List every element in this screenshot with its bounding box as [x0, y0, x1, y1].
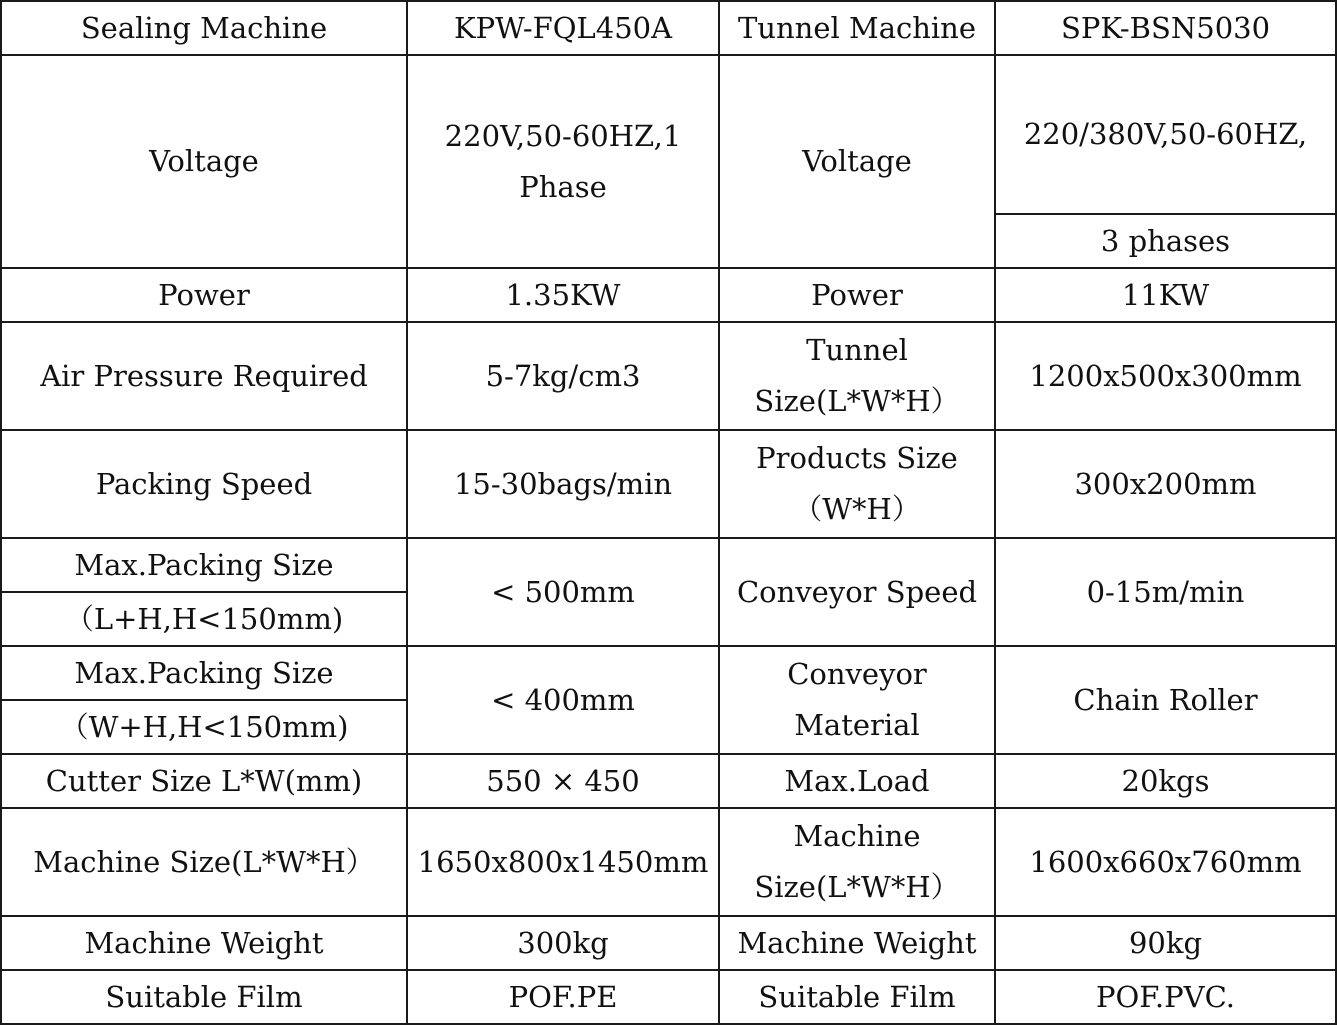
max-packing-size-lh-value: < 500mm [407, 538, 719, 646]
air-pressure-value: 5-7kg/cm3 [407, 322, 719, 430]
table-row [1, 538, 1336, 592]
table-row [1, 322, 1336, 430]
air-pressure-label: Air Pressure Required [1, 322, 407, 430]
sealing-voltage-value [407, 55, 719, 268]
tunnel-voltage-line-2: 3 phases [995, 214, 1336, 268]
table-row [1, 808, 1336, 916]
max-packing-size-wh-condition: （W+H,H<150mm) [1, 700, 407, 754]
max-packing-size-lh-condition: （L+H,H<150mm) [1, 592, 407, 646]
sealing-machine-size-label: Machine Size(L*W*H） [1, 808, 407, 916]
table-row [1, 268, 1336, 322]
products-size-label-line-2: （W*H） [793, 492, 921, 526]
packing-speed-label: Packing Speed [1, 430, 407, 538]
sealing-suitable-film-value: POF.PE [407, 970, 719, 1024]
tunnel-machine-model: SPK-BSN5030 [995, 1, 1336, 55]
products-size-value: 300x200mm [995, 430, 1336, 538]
tunnel-machine-size-value: 1600x660x760mm [995, 808, 1336, 916]
sealing-machine-weight-value: 300kg [407, 916, 719, 970]
sealing-voltage-line-1: 220V,50-60HZ,1 [444, 118, 682, 153]
conveyor-material-label-line-2: Material [794, 708, 920, 742]
cutter-size-label: Cutter Size L*W(mm) [1, 754, 407, 808]
max-packing-size-wh-value: < 400mm [407, 646, 719, 754]
sealing-power-value: 1.35KW [407, 268, 719, 322]
table-row [1, 754, 1336, 808]
tunnel-size-label [719, 322, 995, 430]
tunnel-size-label-line-2: Size(L*W*H） [754, 384, 960, 418]
products-size-label-line-1: Products Size [756, 441, 958, 475]
packing-speed-value: 15-30bags/min [407, 430, 719, 538]
sealing-power-label: Power [1, 268, 407, 322]
max-load-value: 20kgs [995, 754, 1336, 808]
max-packing-size-wh-label: Max.Packing Size [1, 646, 407, 700]
sealing-voltage-line-2: Phase [519, 169, 607, 204]
tunnel-machine-size-label-line-1: Machine [793, 819, 921, 853]
tunnel-suitable-film-value: POF.PVC. [995, 970, 1336, 1024]
table-row [1, 916, 1336, 970]
tunnel-size-value: 1200x500x300mm [995, 322, 1336, 430]
tunnel-voltage-label: Voltage [719, 55, 995, 268]
conveyor-speed-value: 0-15m/min [995, 538, 1336, 646]
tunnel-suitable-film-label: Suitable Film [719, 970, 995, 1024]
tunnel-voltage-line-1: 220/380V,50-60HZ, [995, 55, 1336, 214]
max-load-label: Max.Load [719, 754, 995, 808]
sealing-suitable-film-label: Suitable Film [1, 970, 407, 1024]
tunnel-machine-weight-value: 90kg [995, 916, 1336, 970]
tunnel-machine-size-label [719, 808, 995, 916]
sealing-voltage-label: Voltage [1, 55, 407, 268]
table-row [1, 970, 1336, 1024]
conveyor-speed-label: Conveyor Speed [719, 538, 995, 646]
sealing-machine-size-value: 1650x800x1450mm [407, 808, 719, 916]
tunnel-power-value: 11KW [995, 268, 1336, 322]
conveyor-material-label [719, 646, 995, 754]
table-row [1, 430, 1336, 538]
table-row [1, 646, 1336, 700]
tunnel-power-label: Power [719, 268, 995, 322]
table-row [1, 55, 1336, 214]
cutter-size-value: 550 × 450 [407, 754, 719, 808]
max-packing-size-lh-label: Max.Packing Size [1, 538, 407, 592]
conveyor-material-value: Chain Roller [995, 646, 1336, 754]
tunnel-machine-header: Tunnel Machine [719, 1, 995, 55]
sealing-machine-model: KPW-FQL450A [407, 1, 719, 55]
sealing-machine-header: Sealing Machine [1, 1, 407, 55]
conveyor-material-label-line-1: Conveyor [787, 657, 927, 691]
products-size-label [719, 430, 995, 538]
sealing-machine-weight-label: Machine Weight [1, 916, 407, 970]
tunnel-machine-weight-label: Machine Weight [719, 916, 995, 970]
tunnel-size-label-line-1: Tunnel [806, 333, 908, 367]
table-row [1, 1, 1336, 55]
tunnel-machine-size-label-line-2: Size(L*W*H） [754, 870, 960, 904]
